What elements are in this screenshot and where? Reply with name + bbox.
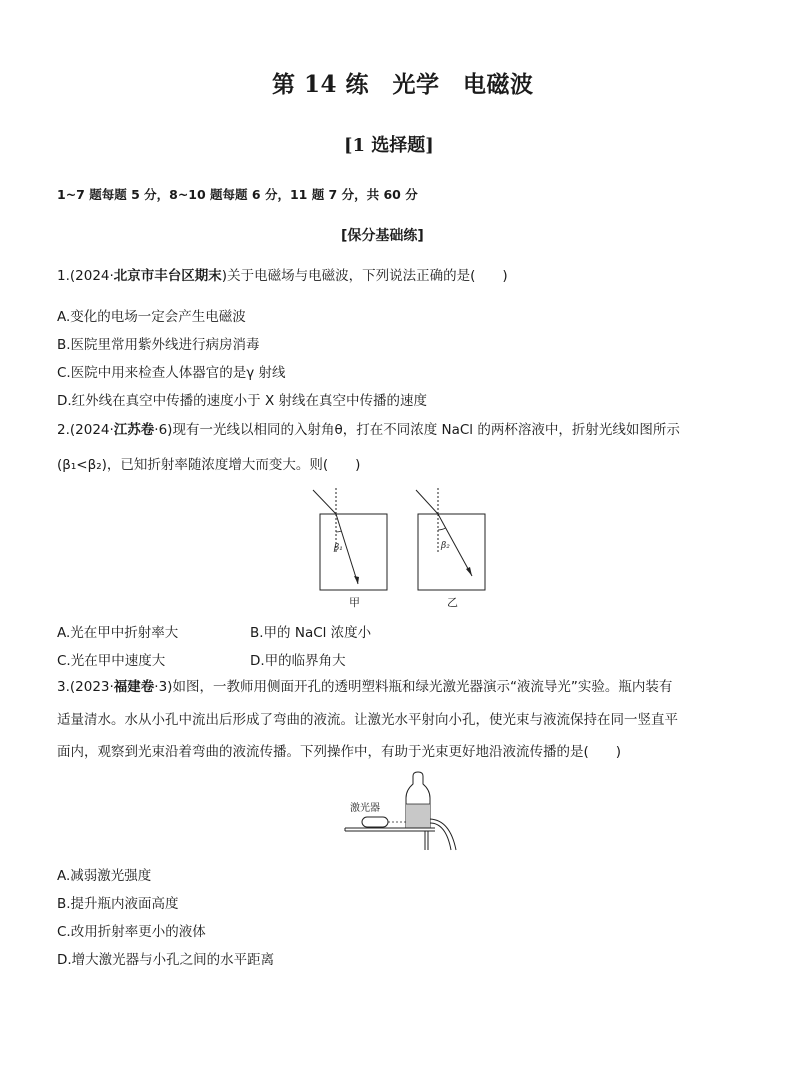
question-3-option-d: D.增大激光器与小孔之间的水平距离: [57, 952, 275, 968]
liquid-light-guide-diagram: [340, 770, 470, 852]
question-2-option-a: A.光在甲中折射率大: [57, 625, 179, 641]
laser-device: [362, 817, 388, 827]
question-3-option-c: C.改用折射率更小的液体: [57, 924, 206, 940]
refraction-diagram: [300, 484, 500, 612]
beaker-left-label: 甲: [349, 596, 360, 609]
laser-label: 激光器: [350, 803, 380, 814]
question-3-stem-line1: 3.(2023·福建卷·3)如图，一教师用侧面开孔的透明塑料瓶和绿光激光器演示“液流导光”实验。瓶内装有: [57, 679, 673, 695]
subsection-heading: [保分基础练]: [341, 228, 424, 244]
question-2-stem-line2: (β₁<β₂)，已知折射率随浓度增大而变大。则( ): [57, 457, 361, 473]
question-1-source: 北京市丰台区期末: [113, 268, 222, 284]
question-2-stem-line1: 2.(2024·江苏卷·6)现有一光线以相同的入射角θ，打在不同浓度 NaCl 的两杯溶液中，折射光线如图所示: [57, 422, 680, 438]
question-2-option-b: B.甲的 NaCl 浓度小: [250, 625, 372, 641]
beaker-right: [418, 514, 485, 590]
angle-label-left: β₁: [334, 543, 343, 553]
question-1-option-c: C.医院中用来检查人体器官的是γ 射线: [57, 365, 286, 381]
angle-label-right: β₂: [441, 541, 450, 551]
incident-ray-left: [313, 490, 336, 514]
question-1-option-b: B.医院里常用紫外线进行病房消毒: [57, 337, 260, 353]
score-note: 1~7 题每题 5 分，8~10 题每题 6 分，11 题 7 分，共 60 分: [57, 187, 418, 202]
question-1-stem: 1.(2024·北京市丰台区期末)关于电磁场与电磁波，下列说法正确的是( ): [57, 268, 508, 284]
question-3-option-a: A.减弱激光强度: [57, 868, 152, 884]
question-2-source: 江苏卷: [113, 422, 155, 438]
question-2-option-d: D.甲的临界角大: [250, 653, 346, 669]
question-1-option-d: D.红外线在真空中传播的速度小于 X 射线在真空中传播的速度: [57, 393, 428, 409]
question-2-option-c: C.光在甲中速度大: [57, 653, 166, 669]
question-1-option-a: A.变化的电场一定会产生电磁波: [57, 309, 246, 325]
section-heading: [1 选择题]: [344, 135, 434, 156]
question-3-option-b: B.提升瓶内液面高度: [57, 896, 179, 912]
beaker-left: [320, 514, 387, 590]
question-3-stem-line2: 适量清水。水从小孔中流出后形成了弯曲的液流。让激光水平射向小孔，使光束与液流保持在同一竖直平: [57, 712, 678, 728]
question-3-stem-line3: 面内，观察到光束沿着弯曲的液流传播。下列操作中，有助于光束更好地沿液流传播的是( ): [57, 744, 622, 760]
water: [406, 804, 430, 828]
beaker-right-label: 乙: [447, 596, 458, 609]
page-title: 第 14 练 光学 电磁波: [272, 71, 534, 98]
incident-ray-right: [416, 490, 438, 514]
question-3-source: 福建卷: [113, 679, 155, 695]
